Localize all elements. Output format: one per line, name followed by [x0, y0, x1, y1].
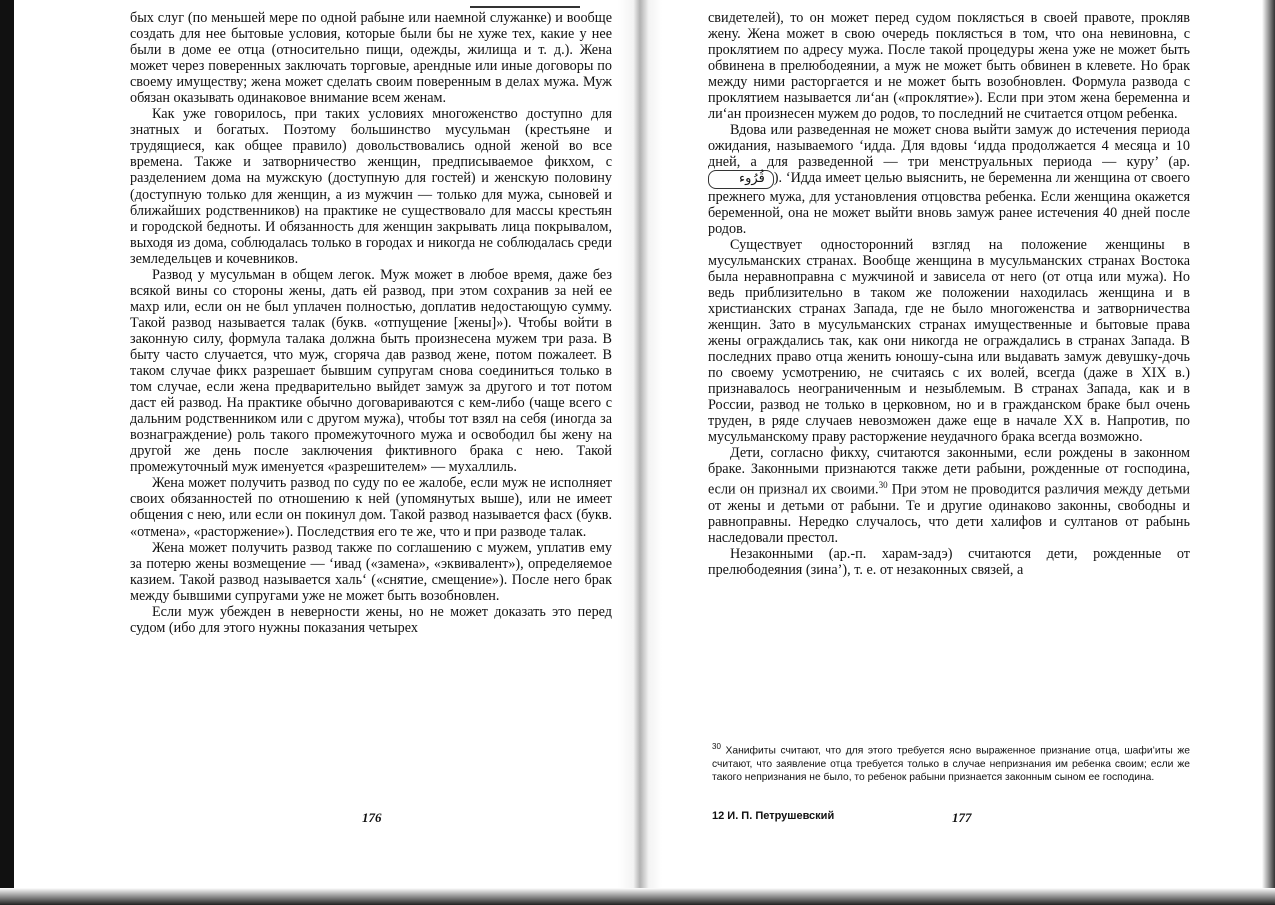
paragraph [708, 122, 1190, 236]
paragraph-text: Дети, согласно фикху, считаются законными, если рождены в законном браке. Законными признаются также дети рабыни, рожденные от господина, если он признал их своими. [708, 445, 1190, 499]
paragraph: Жена может получить развод по суду по ее жалобе, если муж не исполняет своих обязанностей по отношению к ней (упомянутых выше), или не имеет общения с нею, или если он покинул дом. Такой развод называется фасх (букв. «отмена», «расторжение»). Последствия его те же, что и при разводе талак. [130, 475, 612, 540]
page-number-left: 176 [362, 810, 382, 825]
page-number-right: 177 [952, 810, 972, 825]
paragraph: Развод у мусульман в общем легок. Муж может в любое время, даже без всякой вины со стороны жены, дать ей развод, при этом сохранив за ней ее махр или, если он не был уплачен полностью, доплатив недостающую сумму. Такой развод называется талак (букв. «отпущение [жены]»). Чтобы войти в законную силу, формула талака должна быть произнесена мужем три раза. В быту часто случается, что муж, сгоряча дав развод жене, потом пожалеет. В таком случае фикх разрешает бывшим супругам снова соединиться только в том случае, если жена предварительно выйдет замуж за другого и тот потом даст ей развод. На практике обычно договариваются с кем-либо (чаще всего с дальним родственником или с другом мужа), чтобы тот взял на себя (иногда за вознаграждение) роль такого промежуточного мужа и освободил бы жену на другой же день после заключения фиктивного брака с нею. Такой промежуточный муж именуется «разрешителем» — мухаллиль. [130, 266, 612, 476]
footnote [712, 740, 1190, 785]
right-page [708, 10, 1190, 578]
footnote-text: Ханифиты считают, что для этого требуется ясно выраженное признание отца, шафиʻиты же считают, что заявление отца требуется только в случае непризнания им ребенка своим; если же такого непризнания не было, то ребенок рабыни признается законным сыном ее господина. [712, 745, 1190, 784]
book-gutter [618, 0, 662, 905]
paragraph [708, 445, 1190, 546]
left-page [130, 10, 612, 636]
scan-bottom-edge [0, 888, 1275, 905]
printer-signature: 12 И. П. Петрушевский [712, 810, 835, 822]
arabic-word: قُرُوء [708, 170, 774, 188]
paragraph-text: При этом не проводится различия между детьми от жены и детьми от рабыни. Те и другие одинаково законны, свободны и равноправны. Нередко случалось, что дети халифов и султанов от рабынь наследовали престол. [708, 482, 1190, 547]
paragraph: Существует односторонний взгляд на положение женщины в мусульманских странах. Вообще женщина в мусульманских странах Востока была неравноправна с мужчиной и зависела от него (от отца или мужа). Но ведь приблизительно в таком же положении находилась женщина и в христианских странах Запада, где не было многоженства и затворничества женщин. Зато в мусульманских странах имущественные и бытовые права жены ограждались так, как они никогда не ограждались в странах Запада. В последних право отца женить юношу-сына или выдавать замуж девушку-дочь по своему усмотрению, не считаясь с их волей, всегда (даже в XIX в.) признавалось неограниченным и незыблемым. В странах Запада, как и в России, развод не только в церковном, но и в гражданском браке был очень труден, в ряде случаев невозможен даже еще в начале XX в. Напротив, по мусульманскому праву расторжение неудачного брака всегда возможно. [708, 236, 1190, 446]
paragraph: Как уже говорилось, при таких условиях многоженство доступно для знатных и богатых. Поэтому большинство мусульман (крестьяне и трудящиеся, как общее правило) довольствовались одной женой во все времена. Также и затворничество женщин, предписываемое фикхом, с разделением дома на мужскую (доступную для гостей) и женскую половину (доступную только для женщин, а из мужчин — только для мужа, сыновей и ближайших родственников) на практике не существовало для массы крестьян и городской бедноты. И обязанность для женщин закрывать лица покрывалом, выходя из дома, соблюдалась только в городах и никогда не соблюдалась среди земледельцев и кочевников. [130, 106, 612, 267]
paragraph: Жена может получить развод также по соглашению с мужем, уплатив ему за потерю жены возмещение — ʻивад («замена», «эквивалент»), определяемое казием. Такой развод называется хальʻ («снятие, смещение»). После него брак между бывшими супругами уже не может быть возобновлен. [130, 539, 612, 604]
scan-right-edge [1262, 0, 1275, 905]
paragraph-text: ). ʻИдда имеет целью выяснить, не беременна ли женщина от своего прежнего мужа, для установления отцовства ребенка. Если женщина окажется беременной, она не может выйти вновь замуж ранее истечения 40 дней после родов. [708, 170, 1190, 237]
footnote-ref: 30 [878, 480, 888, 491]
paragraph-text: Вдова или разведенная не может снова выйти замуж до истечения периода ожидания, называемого ʻидда. Для вдовы ʻидда продолжается 4 месяца и 10 дней, а для разведенной — три менструальных периода — куру’ (ар. [708, 122, 1190, 171]
paragraph: Если муж убежден в неверности жены, но не может доказать это перед судом (ибо для этого нужны показания четырех [130, 603, 612, 636]
paragraph: Незаконными (ар.-п. харам-задэ) считаются дети, рожденные от прелюбодеяния (зина’), т. е. от незаконных связей, а [708, 546, 1190, 579]
paragraph: бых слуг (по меньшей мере по одной рабыне или наемной служанке) и вообще создать для нее бытовые условия, которые были бы не хуже тех, какие у нее были в доме ее отца (относительно пищи, одежды, жилища и т. д.). Жена может через поверенных заключать торговые, арендные или иные договоры по своему имуществу; жена может сделать своим поверенным в делах мужа. Муж обязан оказывать одинаковое внимание всем женам. [130, 10, 612, 107]
scan-top-mark [470, 6, 580, 8]
scan-left-edge [0, 0, 14, 905]
paragraph: свидетелей), то он может перед судом поклясться в своей правоте, прокляв жену. Жена может в свою очередь поклясться в том, что она невиновна, с проклятием по адресу мужа. После такой процедуры жена уже не может быть обвинена в прелюбодеянии, а муж не может быть обвинен в клевете. Но брак между ними расторгается и не может быть возобновлен. Формула развода с проклятием называется лиʻан («проклятие»). Если при этом жена беременна и лиʻан произнесен мужем до родов, то последний не считается отцом ребенка. [708, 10, 1190, 123]
footnote-number: 30 [712, 742, 721, 751]
